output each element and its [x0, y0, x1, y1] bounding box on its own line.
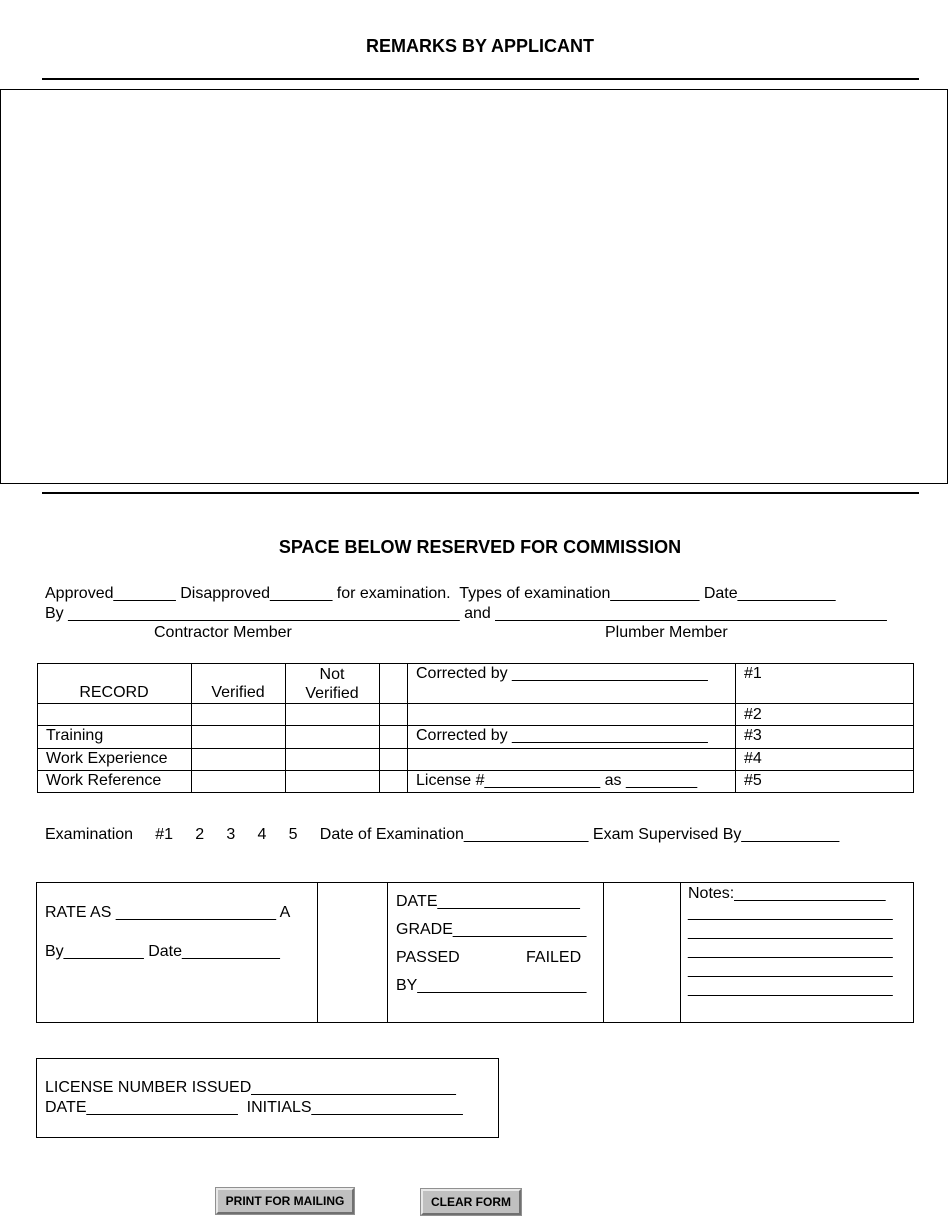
contractor-member-label: Contractor Member — [154, 624, 292, 641]
notes-line[interactable]: _______________________ — [688, 961, 893, 978]
row-work-reference: Work Reference — [46, 772, 162, 789]
row-work-experience: Work Experience — [46, 750, 168, 767]
commission-title: SPACE BELOW RESERVED FOR COMMISSION — [278, 537, 682, 557]
number-5: #5 — [744, 772, 762, 789]
by-line[interactable]: By ____________________________________________ and ____________________________________________ — [45, 605, 887, 622]
remarks-text-area[interactable] — [0, 89, 948, 484]
rate-as-field[interactable]: RATE AS __________________ A — [45, 904, 291, 921]
notes-line[interactable]: _______________________ — [688, 904, 893, 921]
notes-field[interactable]: Notes:_________________ — [688, 885, 886, 902]
license-box — [36, 1058, 499, 1138]
remarks-title: REMARKS BY APPLICANT — [365, 36, 594, 56]
notes-line[interactable]: _______________________ — [688, 942, 893, 959]
clear-form-button[interactable]: CLEAR FORM — [421, 1189, 521, 1215]
corrected-by-field-2[interactable]: Corrected by ______________________ — [416, 727, 708, 744]
number-4: #4 — [744, 750, 762, 767]
passed-option[interactable]: PASSED — [396, 949, 460, 966]
number-2: #2 — [744, 706, 762, 723]
top-divider — [42, 78, 919, 80]
exam-date-field[interactable]: DATE________________ — [396, 893, 580, 910]
header-verified: Verified — [211, 684, 265, 701]
notes-line[interactable]: _______________________ — [688, 980, 893, 997]
plumber-member-label: Plumber Member — [605, 624, 728, 641]
record-table — [37, 663, 914, 793]
graded-by-field[interactable]: BY___________________ — [396, 977, 587, 994]
rate-by-date-field[interactable]: By_________ Date___________ — [45, 943, 280, 960]
header-record: RECORD — [79, 684, 149, 701]
corrected-by-field-1[interactable]: Corrected by ______________________ — [416, 665, 708, 682]
failed-option[interactable]: FAILED — [526, 949, 582, 966]
rate-table — [36, 882, 914, 1023]
examination-line[interactable]: Examination #1 2 3 4 5 Date of Examination______________ Exam Supervised By___________ — [45, 826, 840, 843]
bottom-divider — [42, 492, 919, 494]
license-number-field[interactable]: LICENSE NUMBER ISSUED_______________________ — [45, 1079, 456, 1096]
license-field[interactable]: License #_____________ as ________ — [416, 772, 698, 789]
grade-field[interactable]: GRADE_______________ — [396, 921, 587, 938]
approval-line[interactable]: Approved_______ Disapproved_______ for examination. Types of examination__________ Date___________ — [45, 585, 836, 602]
number-1: #1 — [744, 665, 762, 682]
print-for-mailing-button[interactable]: PRINT FOR MAILING — [216, 1188, 354, 1214]
header-not-verified: Not Verified — [305, 666, 359, 702]
notes-line[interactable]: _______________________ — [688, 923, 893, 940]
license-date-initials-field[interactable]: DATE_________________ INITIALS_________________ — [45, 1099, 463, 1116]
row-training: Training — [46, 727, 104, 744]
number-3: #3 — [744, 727, 762, 744]
